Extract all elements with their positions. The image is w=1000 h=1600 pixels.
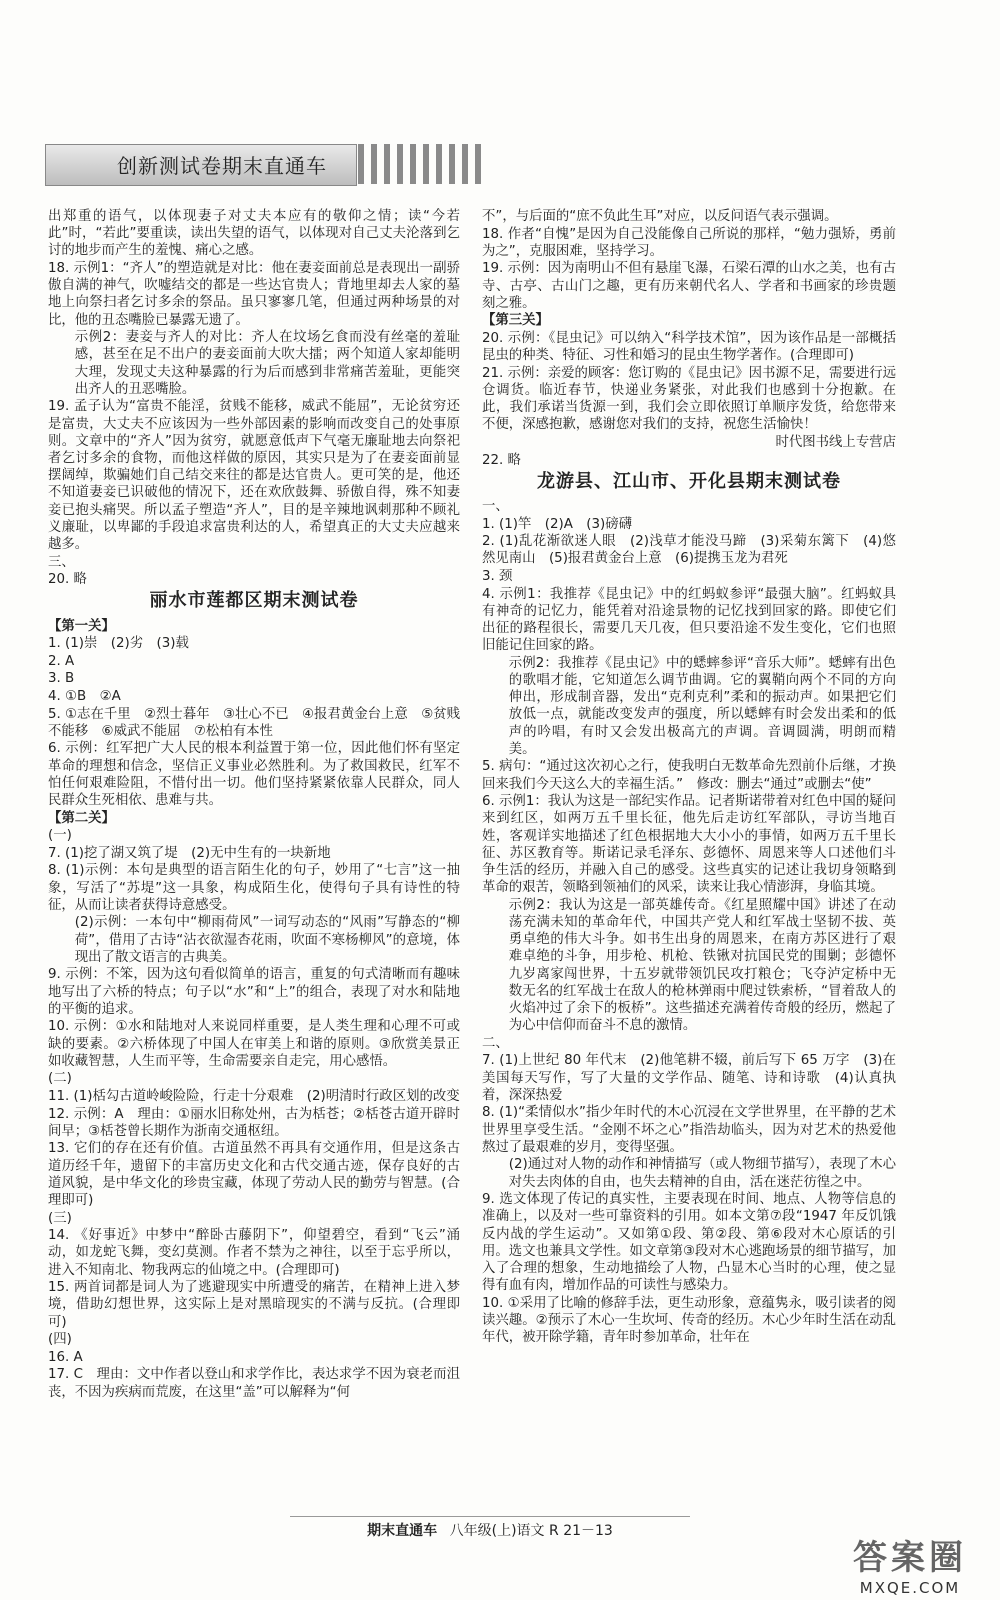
answer-line: 6. 示例：红军把广大人民的根本利益置于第一位，因此他们怀有坚定革命的理想和信念，坚信正义事业必然胜利。为了救国救民，红军不怕任何艰难险阻，不惜付出一切。他们坚持紧紧依靠人民群众，同人民群众生死相依、患难与共。 <box>48 741 460 808</box>
answer-line: 9. 示例：不笨，因为这句看似简单的语言，重复的句式清晰而有趣味地写出了六桥的特点；句子以“水”和“上”的组合，表现了对水和陆地的平衡的追求。 <box>48 967 460 1017</box>
answer-line: 示例2：我推荐《昆虫记》中的蟋蟀参评“音乐大师”。蟋蟀有出色的歌唱才能，它知道怎么调节曲调。它的翼鞘向两个不同的方向伸出，形成制音器，发出“克利克利”柔和的振动声。如果把它们放低一点，就能改变发声的强度，所以蟋蟀有时会发出柔和的低声的吟唱，有时又会发出极高亢的声调。音调圆满，明朗而精美。 <box>508 655 896 757</box>
answer-line: 7. (1)挖了湖又筑了堤 (2)无中生有的一块新地 <box>48 845 331 861</box>
answer-line: 4. ①B ②A <box>48 689 121 704</box>
answer-line: 不”，与后面的“庶不负此生耳”对应，以反问语气表示强调。 <box>482 209 838 224</box>
answer-line: 20. 略 <box>48 572 87 588</box>
answer-line: 2. (1)乱花渐欲迷人眼 (2)浅草才能没马蹄 (3)采菊东篱下 (4)悠然见南山 (5)报君黄金台上意 (6)提携玉龙为君死 <box>482 534 896 567</box>
answer-line: 14. 《好事近》中梦中“醉卧古藤阴下”，仰望碧空，看到“飞云”涌动，如龙蛇飞舞，变幻莫测。作者不禁为之神往，以至于忘乎所以，进入不知南北、物我两忘的仙境之中。(合理即可) <box>48 1228 460 1278</box>
footer-series: 期末直通车 <box>367 1523 438 1539</box>
answer-line: 3. B <box>48 671 75 687</box>
watermark-logo <box>835 1530 985 1597</box>
answer-line: (一) <box>48 828 72 844</box>
answer-line: 18. 作者“自愧”是因为自己没能像自己所说的那样，“勉力强矫，勇前为之”，克服困难，坚持学习。 <box>482 226 896 259</box>
answer-line: 21. 示例：亲爱的顾客：您订购的《昆虫记》因书源不足，需要进行远仓调货。临近春节，快递业务紧张，对此我们也感到十分抱歉。在此，我们承诺当货源一到，我们会立即依照订单顺序发货，给您带来不便，深感抱歉，感谢您对我们的支持，祝您生活愉快！ <box>482 365 896 433</box>
answer-line: 12. 示例：A 理由：①丽水旧称处州，古为栝苍；②栝苍古道开辟时间早；③栝苍曾长期作为浙南交通枢纽。 <box>48 1106 460 1139</box>
left-column <box>48 208 460 1401</box>
watermark-top: 答案圈 <box>853 1538 967 1578</box>
answer-line: 1. (1)崇 (2)劣 (3)载 <box>48 636 189 652</box>
answer-line: 2. A <box>48 653 75 669</box>
answer-line: 4. 示例1：我推荐《昆虫记》中的红蚂蚁参评“最强大脑”。红蚂蚁具有神奇的记忆力，能凭着对沿途景物的记忆找到回家的路。即使它们出征的路程很长，需要几天几夜，但只要沿途不发生变化，它们也照旧能记住回家的路。 <box>482 586 896 654</box>
answer-line: 18. 示例1：“齐人”的塑造就是对比：他在妻妾面前总是表现出一副骄傲自满的神气，吹嘘结交的都是一些达官贵人；背地里却去人家的墓地上向祭扫者乞讨多余的祭品。虽只寥寥几笔，但通过两种场景的对比，他的丑态嘴脸已暴露无遗了。 <box>48 261 460 328</box>
page-footer <box>290 1516 690 1540</box>
answer-line: 10. ①采用了比喻的修辞手法，更生动形象，意蕴隽永，吸引读者的阅读兴趣。②预示了木心一生坎坷、传奇的经历。木心少年时生活在动乱年代，被开除学籍，青年时参加革命，壮年在 <box>482 1295 896 1346</box>
answer-line: 6. 示例1：我认为这是一部纪实作品。记者斯诺带着对红色中国的疑问来到红区，如两万五千里长征，他先后走访红军部队，寻访当地百姓，客观详实地描述了红色根据地大大小小的事情，如两万五千里长征、苏区教育等。斯诺记录毛泽东、彭德怀、周恩来等人口述他们斗争生活的经历，并融入自己的感受。这些真实的记述让我切身领略到革命的艰苦，领略到领袖们的风采，读来让我心情澎湃，身临其境。 <box>482 794 896 896</box>
answer-line: 16. A <box>48 1349 83 1365</box>
answer-line: 1. (1)竿 (2)A (3)磅礴 <box>482 516 633 532</box>
footer-grade: 八年级(上)语文 R <box>449 1523 559 1539</box>
answer-line: (三) <box>48 1210 72 1226</box>
answer-line: 10. 示例：①水和陆地对人来说同样重要，是人类生理和心理不可或缺的要素。②六桥体现了中国人在审美上和谐的原则。③欣赏美景正如收藏智慧，人生而平等，生命需要亲自走完，用心感悟。 <box>48 1019 460 1069</box>
section-heading: 【第一关】 <box>48 618 115 634</box>
answer-line: 7. (1)上世纪 80 年代末 (2)他笔耕不辍，前后写下 65 万字 (3)在美国每天写作，写了大量的文学作品、随笔、诗和诗歌 (4)认真执着，深深热爱 <box>482 1053 896 1103</box>
answer-line: 示例2：妻妾与齐人的对比：齐人在坟场乞食而没有丝毫的羞耻感，甚至在足不出户的妻妾面前大吹大擂；两个知道人家却能明大理，发现丈夫这种暴露的行为后而感到非常痛苦羞耻，更能突出齐人的丑恶嘴脸。 <box>74 330 460 397</box>
section-heading: 【第三关】 <box>482 313 549 329</box>
answer-line: 5. 病句：“通过这次初心之行，使我明白无数革命先烈前仆后继，才换回来我们今天这么大的幸福生活。” 修改：删去“通过”或删去“使” <box>482 759 896 792</box>
answer-line: (四) <box>48 1332 72 1348</box>
answer-line: 17. C 理由：文中作者以登山和求学作比，表达求学不因为衰老而沮丧，不因为疾病而荒废，在这里“盖”可以解释为“何 <box>48 1367 460 1400</box>
store-signature: 时代图书线上专营店 <box>775 434 896 450</box>
answer-line: 一、 <box>482 498 509 514</box>
answer-line: 19. 示例：因为南明山不但有悬崖飞瀑，石梁石潭的山水之美，也有古寺、古亭、古山门之趣，更有历来朝代名人、学者和书画家的珍贵题刻之雅。 <box>482 261 896 311</box>
answer-line: 三、 <box>48 554 75 570</box>
answer-line: 3. 颈 <box>482 568 513 584</box>
header-banner <box>45 140 355 188</box>
watermark-bottom: MXQE.COM <box>859 1579 961 1597</box>
right-column <box>482 208 896 1347</box>
answer-line: 22. 略 <box>482 452 521 468</box>
section-heading: 【第二关】 <box>48 810 115 826</box>
answer-line: 19. 孟子认为“富贵不能淫，贫贱不能移，威武不能屈”，无论贫穷还是富贵，大丈夫不应该因为一些外部因素的影响而改变自己的处事原则。文章中的“齐人”因为贫穷，就愿意低声下气毫无廉耻地去向祭祀者乞讨多余的食物，而他这样做的原因，其实只是为了在妻妾面前显摆阔绰，欺骗她们自己结交来往的都是达官贵人。更可笑的是，他还不知道妻妾已识破他的情况下，还在欢欣鼓舞、骄傲自得，殊不知妻妾已抱头痛哭。所以孟子塑造“齐人”，目的是辛辣地讽刺那种不顾礼义廉耻，以卑鄙的手段追求富贵利达的人，希望真正的大丈夫应越来越多。 <box>48 399 460 553</box>
answer-line: 9. 选文体现了传记的真实性，主要表现在时间、地点、人物等信息的准确上，以及对一些可靠资料的引用。如本文第⑦段“1947 年反饥饿反内战的学生运动”。又如第①段、第②段、第⑥段对木心原话的引用。选文也兼具文学性。如文章第③段对木心逃跑场景的细节描写，加入了合理的想象，生动地描绘了人物，凸显木心当时的心理，使之显得有血有肉，增加作品的可读性与感染力。 <box>482 1192 896 1294</box>
section-title-lishui: 丽水市莲都区期末测试卷 <box>149 590 359 612</box>
answer-line: 20. 示例：《昆虫记》可以纳入“科学技术馆”，因为该作品是一部概括昆虫的种类、特征、习性和婚习的昆虫生物学著作。(合理即可) <box>482 330 896 364</box>
answer-line: (2)通过对人物的动作和神情描写（或人物细节描写），表现了木心对失去肉体的自由，也失去精神的自由，活在迷茫彷徨之中。 <box>508 1157 897 1190</box>
answer-line: 8. (1)示例：本句是典型的语言陌生化的句子，妙用了“七言”这一抽象，写活了“苏堤”这一具象，构成陌生化，使得句子具有诗性的特征，从而让读者获得诗意感受。 <box>48 863 460 913</box>
banner-stripes <box>358 144 481 184</box>
footer-page-number: 21－13 <box>563 1523 613 1539</box>
answer-line: 出郑重的语气，以体现妻子对丈夫本应有的敬仰之情；读“今若此”时，“若此”要重读，读出失望的语气，以体现对自己丈夫沦落到乞讨的地步而产生的羞愧、痛心之感。 <box>48 209 460 259</box>
answer-line: 8. (1)“柔情似水”指少年时代的木心沉浸在文学世界里，在平静的艺术世界里享受生活。“金刚不坏之心”指浩劫临头，因为对艺术的热爱他熬过了最艰难的岁月，变得坚强。 <box>482 1105 896 1155</box>
section-title-longyou: 龙游县、江山市、开化县期末测试卷 <box>537 470 841 492</box>
banner-title: 创新测试卷期末直通车 <box>117 154 327 178</box>
answer-line: (二) <box>48 1071 72 1087</box>
answer-line: 13. 它们的存在还有价值。古道虽然不再具有交通作用，但是这条古道历经千年，遗留下的丰富历史文化和古代交通古迹，保存良好的古道风貌，是中华文化的珍贵宝藏，体现了劳动人民的勤劳与智慧。(合理即可) <box>48 1141 460 1208</box>
answer-line: 11. (1)栝勾古道岭峻险险，行走十分艰难 (2)明清时行政区划的改变 <box>48 1088 460 1104</box>
answer-line: 15. 两首词都是词人为了逃避现实中所遭受的痛苦，在精神上进入梦境，借助幻想世界，这实际上是对黑暗现实的不满与反抗。(合理即可) <box>48 1280 460 1330</box>
answer-line: (2)示例：一本句中“柳雨荷风”一词写动态的“风雨”写静态的“柳荷”，借用了古诗“沾衣欲湿杏花雨，吹面不寒杨柳风”的意境，体现出了散文语言的古典美。 <box>74 915 460 965</box>
answer-line: 二、 <box>482 1035 509 1051</box>
answer-line: 5. ①志在千里 ②烈士暮年 ③壮心不已 ④报君黄金台上意 ⑤贫贱不能移 ⑥威武不能屈 ⑦松柏有本性 <box>48 706 460 739</box>
answer-line: 示例2：我认为这是一部英雄传奇。《红星照耀中国》讲述了在动荡充满未知的革命年代，中国共产党人和红军战士坚韧不拔、英勇卓绝的伟大斗争。如书生出身的周恩来，在南方苏区进行了艰难卓绝的斗争，用步枪、机枪、铁锹对抗国民党的围剿；彭德怀九岁离家闯世界，十五岁就带领饥民攻打粮仓；飞夺泸定桥中无数无名的红军战士在敌人的枪林弹雨中爬过铁索桥，“冒着敌人的火焰冲过了余下的板桥”。这些描述充满着传奇般的经历，燃起了为心中信仰而奋斗不息的激情。 <box>508 897 896 1034</box>
